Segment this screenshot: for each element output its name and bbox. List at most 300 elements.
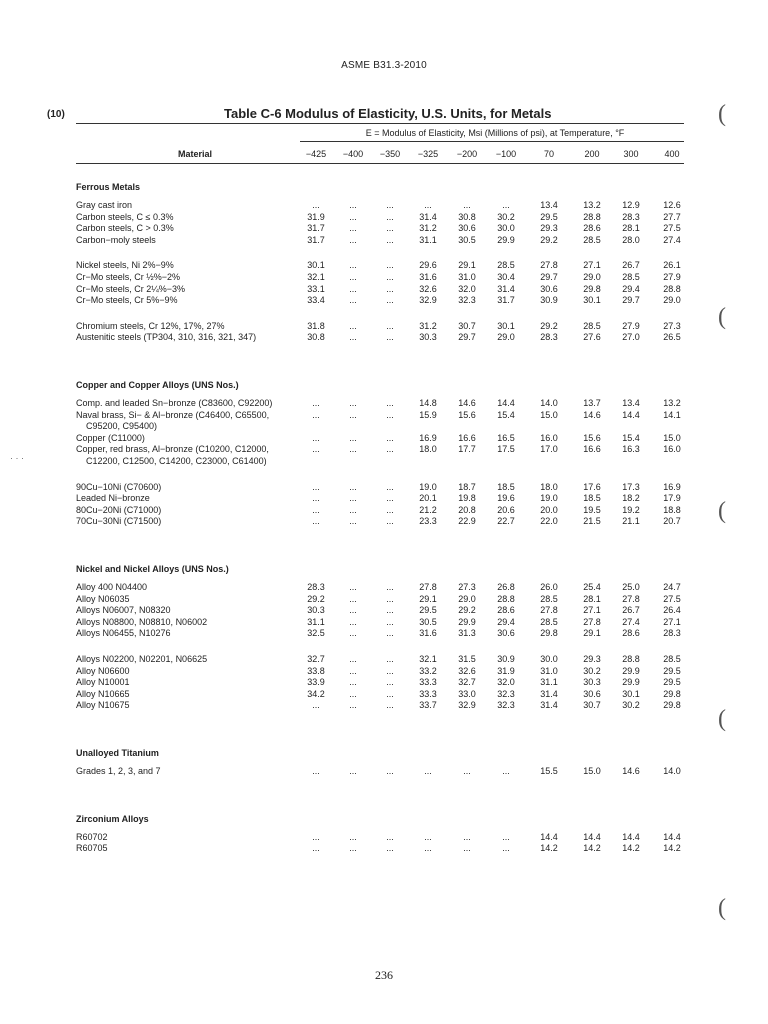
modulus-value: 30.6 [540, 283, 558, 294]
modulus-value: 31.6 [419, 628, 437, 639]
table-row [0, 516, 768, 528]
modulus-value: 28.1 [622, 223, 640, 234]
table-row [0, 700, 768, 712]
modulus-value: 15.0 [540, 409, 558, 420]
modulus-value: 28.5 [540, 593, 558, 604]
modulus-value: 20.7 [663, 516, 681, 527]
modulus-value: 18.5 [583, 493, 601, 504]
material-name: Alloy N06600 [76, 665, 130, 676]
modulus-value: 31.0 [458, 272, 476, 282]
modulus-value: 28.1 [583, 593, 601, 604]
modulus-value: 29.2 [540, 320, 558, 331]
modulus-value: 29.7 [622, 295, 640, 306]
material-name: R60702 [76, 831, 108, 842]
modulus-value: 22.7 [497, 516, 515, 527]
material-name: Austenitic steels (TP304, 310, 316, 321, 347) [76, 332, 257, 343]
modulus-value: ... [386, 516, 394, 527]
modulus-value: 16.6 [583, 444, 601, 455]
modulus-value: ... [312, 481, 320, 492]
modulus-value: 32.7 [458, 677, 476, 688]
modulus-value: ... [424, 200, 432, 210]
modulus-value: ... [349, 409, 357, 420]
modulus-value: 31.2 [419, 223, 437, 234]
modulus-value: 17.6 [583, 481, 601, 492]
modulus-value: 27.7 [663, 211, 681, 222]
material-name: Alloys N06455, N10276 [76, 628, 171, 639]
modulus-value: 15.6 [458, 409, 476, 420]
table-row [0, 398, 768, 410]
section-heading: Zirconium Alloys [76, 813, 149, 824]
table-row [0, 843, 768, 855]
modulus-value: ... [386, 260, 394, 271]
modulus-value: 32.3 [497, 700, 515, 711]
modulus-value: ... [349, 654, 357, 664]
modulus-value: ... [349, 605, 357, 616]
margin-mark: ( [718, 706, 726, 732]
modulus-value: 30.5 [458, 234, 476, 245]
span-rule [300, 141, 684, 142]
modulus-value: ... [349, 398, 357, 408]
modulus-value: 31.8 [307, 320, 325, 331]
modulus-value: ... [386, 432, 394, 443]
modulus-value: 26.8 [497, 582, 515, 592]
modulus-value: ... [386, 766, 394, 776]
modulus-value: 14.4 [622, 409, 640, 420]
modulus-value: 32.1 [419, 654, 437, 664]
modulus-value: 27.5 [663, 593, 681, 604]
material-name: Grades 1, 2, 3, and 7 [76, 766, 161, 776]
modulus-value: 27.8 [419, 582, 437, 592]
table-row [0, 594, 768, 606]
material-name: Gray cast iron [76, 200, 133, 210]
modulus-value: ... [312, 432, 320, 443]
modulus-value: 16.3 [622, 444, 640, 455]
modulus-value: ... [349, 700, 357, 711]
modulus-value: ... [349, 432, 357, 443]
table-row [0, 272, 768, 284]
modulus-value: ... [386, 200, 394, 210]
table-row [0, 582, 768, 594]
modulus-value: 32.3 [497, 688, 515, 699]
modulus-value: 14.2 [583, 843, 601, 854]
modulus-value: 29.0 [663, 295, 681, 306]
table-row [0, 295, 768, 307]
modulus-value: 28.8 [583, 211, 601, 222]
material-name: Comp. and leaded Sn−bronze (C83600, C92200) [76, 398, 273, 408]
temperature-header: 400 [664, 149, 680, 159]
modulus-value: 27.8 [540, 605, 558, 616]
modulus-value: 29.5 [540, 211, 558, 222]
modulus-value: ... [349, 516, 357, 527]
temperature-header: −100 [495, 149, 517, 159]
modulus-value: 30.5 [419, 616, 437, 627]
table-row-continuation [0, 421, 768, 433]
modulus-value: 29.8 [583, 283, 601, 294]
modulus-value: 33.9 [307, 677, 325, 688]
modulus-value: 31.1 [307, 616, 325, 627]
modulus-value: 29.3 [540, 223, 558, 234]
modulus-value: 30.8 [458, 211, 476, 222]
modulus-value: 18.0 [540, 481, 558, 492]
material-header: Material [177, 149, 212, 159]
modulus-value: 26.7 [622, 605, 640, 616]
modulus-value: ... [312, 398, 320, 408]
modulus-value: ... [349, 234, 357, 245]
modulus-value: 16.6 [458, 432, 476, 443]
modulus-value: ... [386, 582, 394, 592]
modulus-value: 26.4 [663, 605, 681, 616]
modulus-value: ... [463, 843, 471, 854]
modulus-value: 29.2 [458, 605, 476, 616]
modulus-value: 28.5 [583, 234, 601, 245]
modulus-value: ... [463, 200, 471, 210]
modulus-value: 28.5 [663, 654, 681, 664]
material-name: Cr−Mo steels, Cr ½%−2% [76, 272, 181, 282]
modulus-value: 14.0 [663, 766, 681, 776]
modulus-value: ... [386, 481, 394, 492]
modulus-value: ... [386, 272, 394, 282]
modulus-value: 33.8 [307, 665, 325, 676]
page-number: 236 [375, 968, 393, 982]
modulus-value: ... [349, 481, 357, 492]
modulus-value: ... [312, 493, 320, 504]
modulus-value: 27.0 [622, 332, 640, 343]
modulus-value: 20.1 [419, 493, 437, 504]
modulus-value: 29.1 [458, 260, 476, 271]
temperature-header: −425 [305, 149, 327, 159]
table-row [0, 689, 768, 701]
table-row [0, 332, 768, 344]
temperature-header: 300 [623, 149, 639, 159]
modulus-value: 34.2 [307, 688, 325, 699]
modulus-value: ... [386, 616, 394, 627]
modulus-value: 30.7 [583, 700, 601, 711]
modulus-value: 27.5 [663, 223, 681, 234]
modulus-value: 12.9 [622, 200, 640, 210]
modulus-value: ... [349, 332, 357, 343]
modulus-value: 15.0 [583, 766, 601, 776]
modulus-value: 17.5 [497, 444, 515, 455]
modulus-value: ... [386, 283, 394, 294]
modulus-value: 21.1 [622, 516, 640, 527]
modulus-value: 14.1 [663, 409, 681, 420]
modulus-value: 18.5 [497, 481, 515, 492]
modulus-value: ... [386, 234, 394, 245]
stray-mark: · · · [10, 453, 24, 463]
modulus-value: 21.2 [419, 504, 437, 515]
modulus-value: 29.2 [540, 234, 558, 245]
modulus-value: ... [386, 688, 394, 699]
modulus-value: ... [312, 831, 320, 842]
modulus-value: 33.1 [307, 283, 325, 294]
modulus-value: 20.8 [458, 504, 476, 515]
modulus-value: ... [386, 605, 394, 616]
modulus-value: 30.6 [497, 628, 515, 639]
modulus-value: 18.0 [419, 444, 437, 455]
table-row [0, 284, 768, 296]
modulus-value: 29.5 [419, 605, 437, 616]
modulus-value: 15.5 [540, 766, 558, 776]
modulus-value: 32.6 [419, 283, 437, 294]
modulus-value: 23.3 [419, 516, 437, 527]
table-row [0, 223, 768, 235]
modulus-value: 30.0 [540, 654, 558, 664]
modulus-value: 30.6 [583, 688, 601, 699]
modulus-value: 19.6 [497, 493, 515, 504]
modulus-value: 17.7 [458, 444, 476, 455]
modulus-value: ... [312, 516, 320, 527]
table-row [0, 260, 768, 272]
modulus-value: 15.4 [622, 432, 640, 443]
modulus-value: ... [386, 409, 394, 420]
modulus-value: 30.8 [307, 332, 325, 343]
modulus-value: ... [424, 831, 432, 842]
modulus-value: 30.3 [419, 332, 437, 343]
modulus-value: 18.7 [458, 481, 476, 492]
material-name: Copper (C11000) [76, 432, 145, 443]
modulus-value: 29.7 [458, 332, 476, 343]
modulus-value: 30.3 [307, 605, 325, 616]
modulus-value: 31.4 [540, 700, 558, 711]
modulus-value: 29.2 [307, 593, 325, 604]
table-row [0, 482, 768, 494]
modulus-value: 33.4 [307, 295, 325, 306]
modulus-value: ... [349, 582, 357, 592]
modulus-value: 28.5 [540, 616, 558, 627]
modulus-value: 27.1 [583, 260, 601, 271]
modulus-value: 13.4 [540, 200, 558, 210]
modulus-value: 33.7 [419, 700, 437, 711]
modulus-value: 27.8 [540, 260, 558, 271]
modulus-value: ... [349, 295, 357, 306]
modulus-value: 28.3 [622, 211, 640, 222]
modulus-value: 27.8 [622, 593, 640, 604]
modulus-value: 28.6 [622, 628, 640, 639]
modulus-value: 29.3 [583, 654, 601, 664]
margin-mark: ( [718, 304, 726, 330]
modulus-value: 30.0 [497, 223, 515, 234]
modulus-value: 27.8 [583, 616, 601, 627]
modulus-value: ... [349, 688, 357, 699]
modulus-value: ... [386, 320, 394, 331]
table-row [0, 766, 768, 778]
section-heading: Copper and Copper Alloys (UNS Nos.) [76, 380, 239, 390]
modulus-value: ... [349, 200, 357, 210]
modulus-value: 14.6 [458, 398, 476, 408]
modulus-value: ... [349, 223, 357, 234]
modulus-value: 14.4 [663, 831, 681, 842]
modulus-value: 17.3 [622, 481, 640, 492]
table-row [0, 410, 768, 422]
modulus-value: 13.2 [583, 200, 601, 210]
modulus-value: 27.3 [663, 320, 681, 331]
modulus-value: ... [312, 504, 320, 515]
modulus-value: 30.1 [307, 260, 325, 271]
table-row [0, 832, 768, 844]
modulus-value: ... [349, 493, 357, 504]
modulus-value: 28.8 [497, 593, 515, 604]
modulus-value: 19.8 [458, 493, 476, 504]
section-heading: Ferrous Metals [76, 182, 141, 192]
modulus-value: 31.1 [540, 677, 558, 688]
modulus-value: 29.4 [497, 616, 515, 627]
modulus-value: 26.7 [622, 260, 640, 271]
modulus-value: 29.7 [540, 272, 558, 282]
table-row [0, 321, 768, 333]
table-row [0, 654, 768, 666]
modulus-value: 28.0 [622, 234, 640, 245]
material-name: Alloy 400 N04400 [76, 582, 148, 592]
modulus-value: 33.2 [419, 665, 437, 676]
modulus-value: 16.9 [419, 432, 437, 443]
modulus-value: 29.9 [497, 234, 515, 245]
modulus-value: 28.8 [663, 283, 681, 294]
modulus-value: ... [312, 700, 320, 711]
temperature-header: −400 [342, 149, 364, 159]
material-name: R60705 [76, 843, 108, 854]
modulus-value: 16.9 [663, 481, 681, 492]
modulus-value: 30.2 [622, 700, 640, 711]
modulus-value: ... [386, 444, 394, 455]
material-name: C12200, C12500, C14200, C23000, C61400) [86, 456, 267, 466]
modulus-value: 19.2 [622, 504, 640, 515]
material-name: 70Cu−30Ni (C71500) [76, 516, 162, 527]
modulus-value: ... [349, 272, 357, 282]
modulus-value: ... [349, 593, 357, 604]
modulus-value: 19.0 [540, 493, 558, 504]
modulus-value: ... [386, 677, 394, 688]
modulus-value: ... [349, 260, 357, 271]
table-row [0, 666, 768, 678]
modulus-value: ... [312, 766, 320, 776]
table-row [0, 444, 768, 456]
modulus-value: ... [312, 409, 320, 420]
modulus-value: 14.2 [622, 843, 640, 854]
modulus-value: 30.2 [497, 211, 515, 222]
modulus-value: 16.0 [663, 444, 681, 455]
modulus-value: 22.9 [458, 516, 476, 527]
modulus-value: 14.8 [419, 398, 437, 408]
material-name: Copper, red brass, Al−bronze (C10200, C12000, [76, 444, 269, 455]
modulus-value: 18.2 [622, 493, 640, 504]
modulus-value: 30.4 [497, 272, 515, 282]
modulus-value: 32.1 [307, 272, 325, 282]
modulus-value: ... [386, 332, 394, 343]
modulus-value: 14.4 [622, 831, 640, 842]
temperature-header: −325 [417, 149, 439, 159]
material-name: 90Cu−10Ni (C70600) [76, 481, 162, 492]
temperature-header: −350 [379, 149, 401, 159]
modulus-value: 29.5 [663, 677, 681, 688]
modulus-value: 29.0 [583, 272, 601, 282]
modulus-value: ... [349, 504, 357, 515]
modulus-value: 30.9 [540, 295, 558, 306]
modulus-value: 31.0 [540, 665, 558, 676]
modulus-value: 31.9 [307, 211, 325, 222]
modulus-value: 30.2 [583, 665, 601, 676]
modulus-value: 29.1 [583, 628, 601, 639]
modulus-value: ... [349, 665, 357, 676]
table-row [0, 505, 768, 517]
modulus-value: 28.5 [497, 260, 515, 271]
material-name: C95200, C95400) [86, 421, 158, 432]
modulus-value: 27.4 [663, 234, 681, 245]
material-name: Chromium steels, Cr 12%, 17%, 27% [76, 320, 225, 331]
modulus-value: 29.9 [622, 677, 640, 688]
modulus-value: ... [386, 700, 394, 711]
margin-mark: ( [718, 895, 726, 921]
modulus-value: 28.3 [663, 628, 681, 639]
modulus-value: 24.7 [663, 582, 681, 592]
modulus-value: ... [349, 444, 357, 455]
modulus-value: ... [349, 628, 357, 639]
table-row [0, 493, 768, 505]
modulus-value: 31.4 [540, 688, 558, 699]
modulus-value: 32.7 [307, 654, 325, 664]
modulus-value: 32.6 [458, 665, 476, 676]
modulus-value: ... [349, 843, 357, 854]
modulus-value: 20.6 [497, 504, 515, 515]
modulus-value: ... [349, 677, 357, 688]
modulus-value: 30.6 [458, 223, 476, 234]
modulus-value: 29.0 [497, 332, 515, 343]
table-row [0, 605, 768, 617]
modulus-value: 12.6 [663, 200, 681, 210]
modulus-value: 14.4 [583, 831, 601, 842]
modulus-value: 15.9 [419, 409, 437, 420]
modulus-value: ... [463, 766, 471, 776]
modulus-value: 33.3 [419, 688, 437, 699]
material-name: Alloy N10001 [76, 677, 130, 688]
modulus-value: 31.7 [497, 295, 515, 306]
modulus-value: ... [502, 200, 510, 210]
material-name: Alloy N10675 [76, 700, 130, 711]
material-name: Carbon steels, C > 0.3% [76, 223, 174, 234]
modulus-value: ... [386, 831, 394, 842]
top-rule [76, 123, 684, 124]
modulus-value: 31.2 [419, 320, 437, 331]
modulus-value: 28.3 [540, 332, 558, 343]
modulus-value: 29.8 [663, 688, 681, 699]
modulus-value: ... [386, 398, 394, 408]
modulus-value: 31.3 [458, 628, 476, 639]
modulus-value: 29.9 [622, 665, 640, 676]
modulus-value: 14.2 [663, 843, 681, 854]
modulus-value: 31.4 [419, 211, 437, 222]
modulus-value: 29.9 [458, 616, 476, 627]
table-title: Table C-6 Modulus of Elasticity, U.S. Units, for Metals [224, 106, 552, 121]
modulus-value: 30.3 [583, 677, 601, 688]
modulus-value: 29.8 [540, 628, 558, 639]
modulus-value: ... [386, 223, 394, 234]
modulus-value: ... [349, 766, 357, 776]
modulus-value: ... [502, 843, 510, 854]
modulus-value: ... [386, 628, 394, 639]
modulus-value: 19.5 [583, 504, 601, 515]
modulus-value: ... [424, 766, 432, 776]
modulus-value: 32.0 [497, 677, 515, 688]
modulus-value: 31.1 [419, 234, 437, 245]
material-name: Alloys N02200, N02201, N06625 [76, 654, 208, 664]
modulus-value: 26.0 [540, 582, 558, 592]
modulus-value: 31.7 [307, 234, 325, 245]
modulus-value: 32.9 [419, 295, 437, 306]
table-row [0, 628, 768, 640]
modulus-value: ... [386, 211, 394, 222]
edition-note: (10) [47, 109, 65, 120]
section-heading: Unalloyed Titanium [76, 748, 159, 758]
modulus-value: 22.0 [540, 516, 558, 527]
